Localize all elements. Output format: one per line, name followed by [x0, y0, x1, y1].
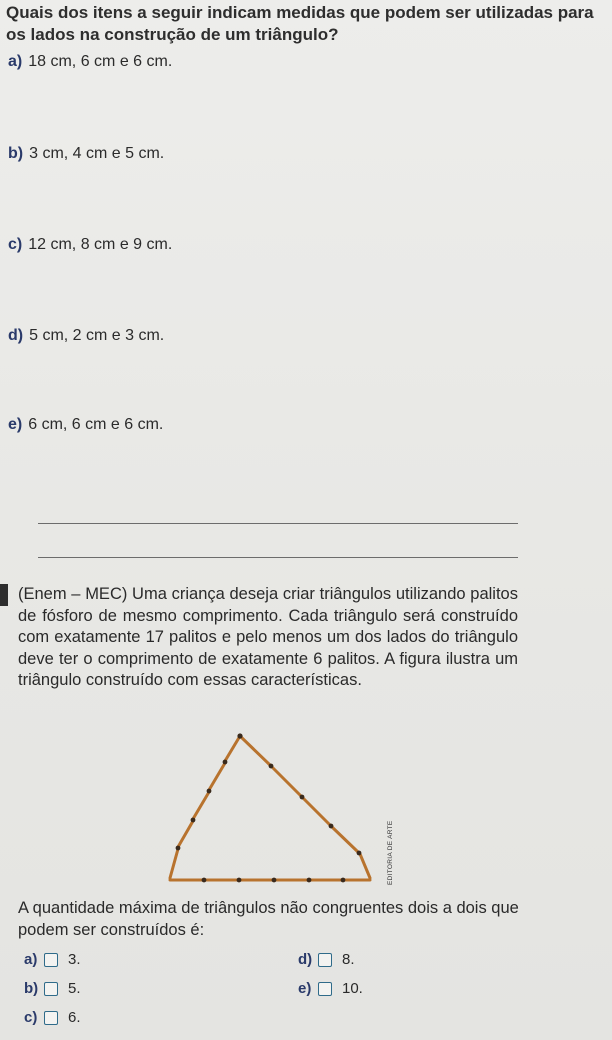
- question-1-option-c: [8, 235, 172, 255]
- matchstick: [193, 792, 209, 819]
- matchstick: [303, 798, 330, 825]
- matchstick: [170, 849, 178, 878]
- matchstick: [360, 854, 370, 878]
- question-2-statement: [18, 584, 518, 692]
- answer-letter: d): [298, 951, 313, 968]
- option-text: 12 cm, 8 cm e 9 cm.: [28, 236, 173, 253]
- matchstick: [209, 763, 225, 790]
- matchstick: [272, 767, 301, 796]
- option-letter: a): [8, 53, 23, 70]
- answer-checkbox[interactable]: [44, 1011, 58, 1025]
- answer-text: 8.: [342, 951, 355, 968]
- question-2-prompt: A quantidade máxima de triângulos não congruentes dois a dois que podem ser construídos é:: [18, 899, 519, 939]
- matchstick-head: [191, 818, 196, 823]
- matchstick: [332, 827, 358, 852]
- matchstick-head: [176, 846, 181, 851]
- matchstick-head: [202, 878, 207, 883]
- answer-letter: c): [24, 1009, 38, 1026]
- option-letter: d): [8, 327, 24, 344]
- matchstick-head: [329, 824, 334, 829]
- answer-option-b[interactable]: [24, 980, 81, 998]
- answer-checkbox[interactable]: [44, 953, 58, 967]
- answer-text: 5.: [68, 980, 81, 997]
- answer-text: 3.: [68, 951, 81, 968]
- statement-text: (Enem – MEC) Uma criança deseja criar triângulos utilizando palitos de fósforo de mesmo comprimento. Cada triângulo será construído com exatamente 17 palitos e pelo menos um dos lados do triângulo deve ter o comprimento de exatamente 6 palitos. A figura ilustra um triângulo construído com essas características.: [18, 585, 518, 690]
- matchstick-head: [357, 851, 362, 856]
- matchstick-head: [207, 789, 212, 794]
- answer-line: [38, 557, 518, 558]
- answer-option-e[interactable]: [298, 980, 363, 998]
- matchstick-head: [307, 878, 312, 883]
- question-1-option-d: [8, 326, 164, 346]
- answer-text: 10.: [342, 980, 363, 997]
- answer-text: 6.: [68, 1009, 81, 1026]
- answer-option-a[interactable]: [24, 951, 81, 969]
- option-text: 3 cm, 4 cm e 5 cm.: [29, 145, 165, 162]
- figure-credit: [387, 815, 399, 885]
- answer-checkbox[interactable]: [44, 982, 58, 996]
- answer-option-c[interactable]: [24, 1009, 81, 1027]
- matchstick-head: [237, 878, 242, 883]
- answer-line: [38, 523, 518, 524]
- matchstick-triangle-figure: [160, 728, 380, 888]
- question-1-option-b: [8, 144, 164, 164]
- answer-option-d[interactable]: [298, 951, 355, 969]
- option-text: 6 cm, 6 cm e 6 cm.: [28, 416, 164, 433]
- matchstick-head: [341, 878, 346, 883]
- option-letter: c): [8, 236, 23, 253]
- option-text: 5 cm, 2 cm e 3 cm.: [29, 327, 165, 344]
- question-1-title: Quais dos itens a seguir indicam medidas que podem ser utilizadas para os lados na construção de um triângulo?: [6, 3, 594, 44]
- answer-letter: b): [24, 980, 39, 997]
- matchstick-head: [237, 733, 242, 738]
- question-1-option-a: [8, 52, 172, 72]
- matchstick: [225, 736, 240, 761]
- matchstick-head: [269, 764, 274, 769]
- matchstick: [178, 821, 193, 847]
- matchstick-head: [272, 878, 277, 883]
- figure-credit-text: EDITORIA DE ARTE: [387, 820, 394, 885]
- answer-checkbox[interactable]: [318, 953, 332, 967]
- matchstick-head: [223, 760, 228, 765]
- matchstick-head: [300, 795, 305, 800]
- answer-checkbox[interactable]: [318, 982, 332, 996]
- matchstick: [240, 736, 270, 765]
- question-1-option-e: [8, 415, 163, 435]
- option-letter: b): [8, 145, 24, 162]
- answer-letter: e): [298, 980, 312, 997]
- answer-letter: a): [24, 951, 38, 968]
- option-letter: e): [8, 416, 23, 433]
- question-marker: [0, 584, 8, 606]
- option-text: 18 cm, 6 cm e 6 cm.: [28, 53, 173, 70]
